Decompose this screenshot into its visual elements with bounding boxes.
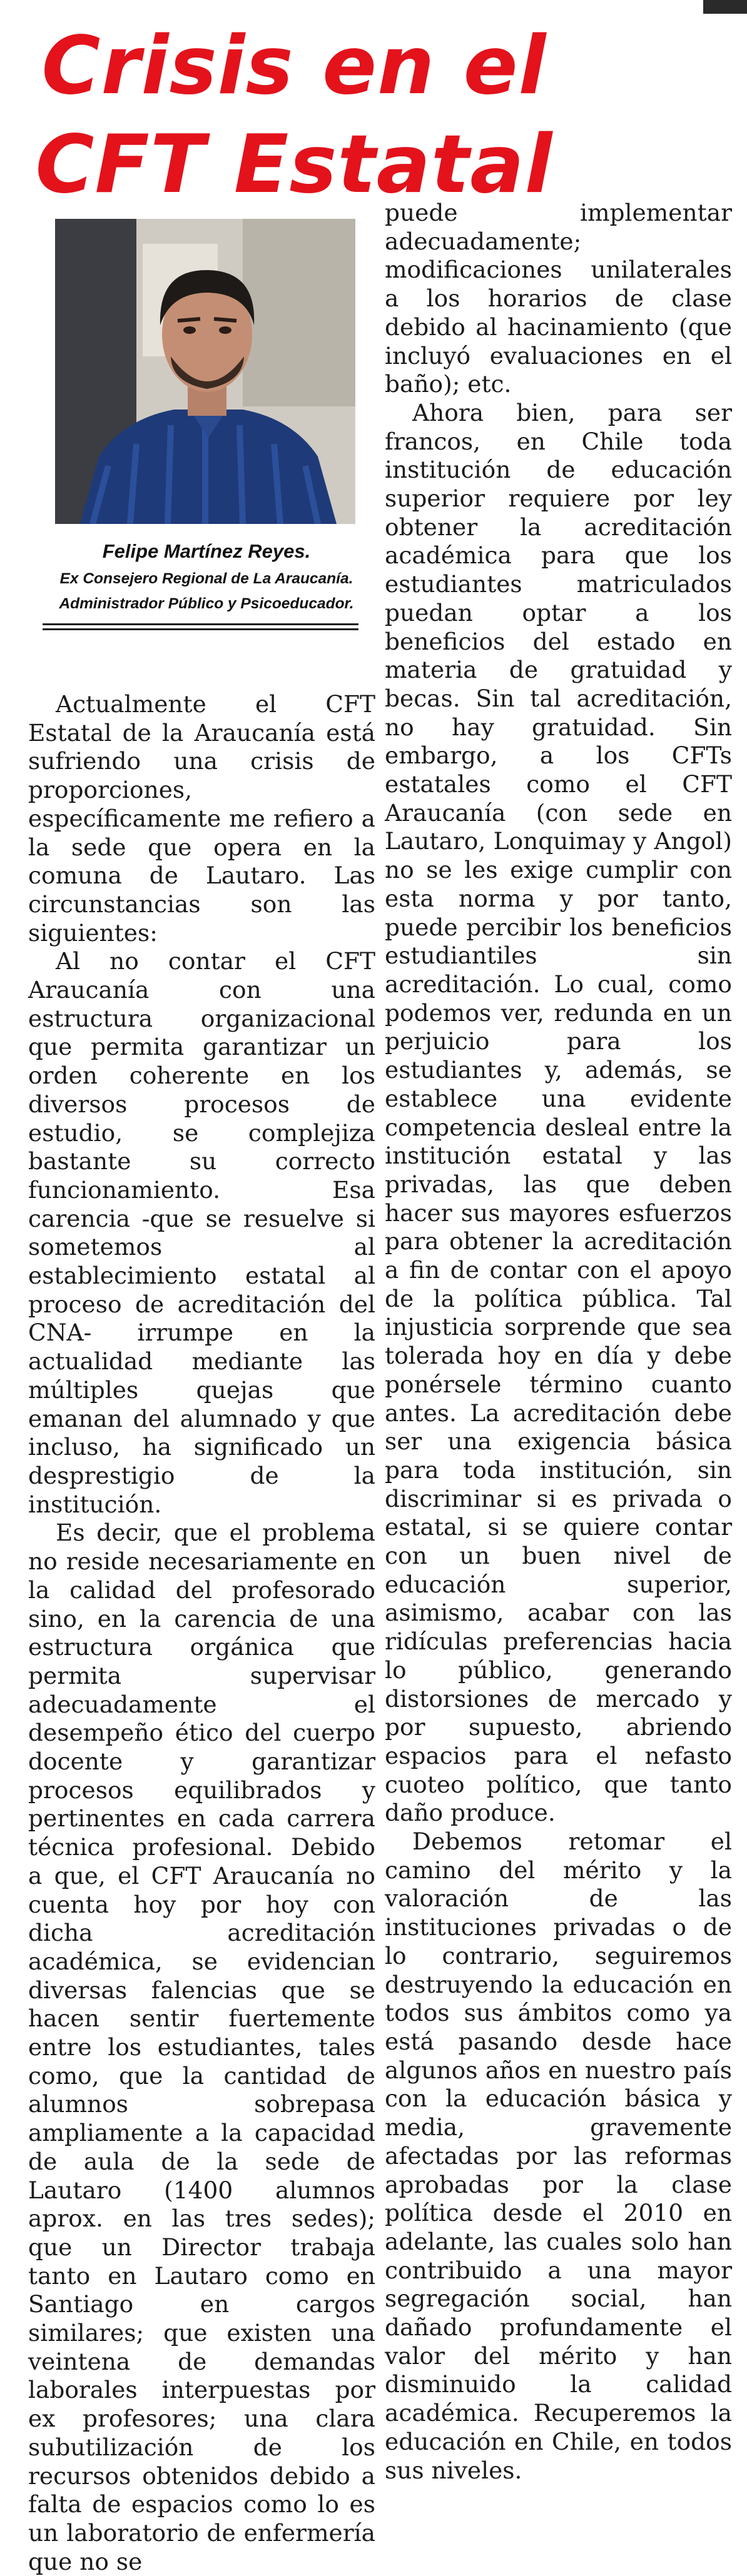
author-name: Felipe Martínez Reyes.	[102, 540, 311, 562]
author-photo	[55, 219, 355, 524]
page-corner-mark	[703, 0, 747, 14]
headline-line-2: CFT Estatal	[35, 118, 553, 211]
caption-rule-bottom	[43, 628, 358, 630]
paragraph: Al no contar el CFT Araucanía con una estructura organizacional que permita garantizar un orden coherente en los diversos procesos de estudio, se complejiza bastante su correcto funcionamiento. Esa carencia -que se resuelve si sometemos al establecimiento estatal al proceso de acreditación del CNA- irrumpe en la actualidad mediante las múltiples quejas que emanan del alumnado y que incluso, ha significado un desprestigio de la institución.	[28, 947, 375, 1518]
paragraph: Ahora bien, para ser francos, en Chile toda institución de educación superior requiere por ley obtener la acreditación académica para que los estudiantes matriculados puedan optar a los beneficios del estado en materia de gratuidad y becas. Sin tal acreditación, no hay gratuidad. Sin embargo, a los CFTs estatales como el CFT Araucanía (con sede en Lautaro, Lonquimay y Angol) no se les exige cumplir con esta norma y por tanto, puede percibir los beneficios estudiantiles sin acreditación. Lo cual, como podemos ver, redunda en un perjuicio para los estudiantes y, además, se establece una evidente competencia desleal entre la institución estatal y las privadas, las que deben hacer sus mayores esfuerzos para obtener la acreditación a fin de contar con el apoyo de la política pública. Tal injusticia sorprende que sea tolerada hoy en día y debe ponérsele término cuanto antes. La acreditación debe ser una exigencia básica para toda institución, sin discriminar si es privada o estatal, si se quiere contar con un buen nivel de educación superior, asimismo, acabar con las ridículas preferencias hacia lo público, generando distorsiones de mercado y por supuesto, abriendo espacios para el nefasto cuoteo político, que tanto daño produce.	[385, 398, 732, 1827]
left-column	[28, 690, 375, 2576]
paragraph-continuation: puede implementar adecuadamente; modificaciones unilaterales a los horarios de clase debido al hacinamiento (que incluyó evaluaciones en el baño); etc.	[385, 199, 732, 398]
right-column	[385, 199, 732, 2485]
author-title-2: Administrador Público y Psicoeducador.	[59, 595, 354, 612]
paragraph: Es decir, que el problema no reside necesariamente en la calidad del profesorado sino, en la carencia de una estructura orgánica que permita supervisar adecuadamente el desempeño ético del cuerpo docente y garantizar procesos equilibrados y pertinentes en cada carrera técnica profesional. Debido a que, el CFT Araucanía no cuenta hoy por hoy con dicha acreditación académica, se evidencian diversas falencias que se hacen sentir fuertemente entre los estudiantes, tales como, que la cantidad de alumnos sobrepasa ampliamente a la capacidad de aula de la sede de Lautaro (1400 alumnos aprox. en las tres sedes); que un Director trabaja tanto en Lautaro como en Santiago en cargos similares; que existen una veintena de demandas laborales interpuestas por ex profesores; una clara subutilización de los recursos obtenidos debido a falta de espacios como lo es un laboratorio de enfermería que no se	[28, 1519, 375, 2575]
caption-rule-top	[43, 623, 358, 625]
headline-line-1: Crisis en el	[41, 19, 547, 113]
author-title-1: Ex Consejero Regional de La Araucanía.	[59, 570, 353, 587]
paragraph: Debemos retomar el camino del mérito y la valoración de las instituciones privadas o de lo contrario, seguiremos destruyendo la educación en todos sus ámbitos como ya está pasando desde hace algunos años en nuestro país con la educación básica y media, gravemente afectadas por las reformas aprobadas por la clase política desde el 2010 en adelante, las cuales solo han contribuido a una mayor segregación social, han dañado profundamente el valor del mérito y han disminuido la calidad académica. Recuperemos la educación en Chile, en todos sus niveles.	[385, 1828, 732, 2484]
author-portrait-icon	[55, 219, 355, 524]
paragraph: Actualmente el CFT Estatal de la Araucanía está sufriendo una crisis de proporciones, específicamente me refiero a la sede que opera en la comuna de Lautaro. Las circunstancias son las siguientes:	[28, 690, 375, 947]
